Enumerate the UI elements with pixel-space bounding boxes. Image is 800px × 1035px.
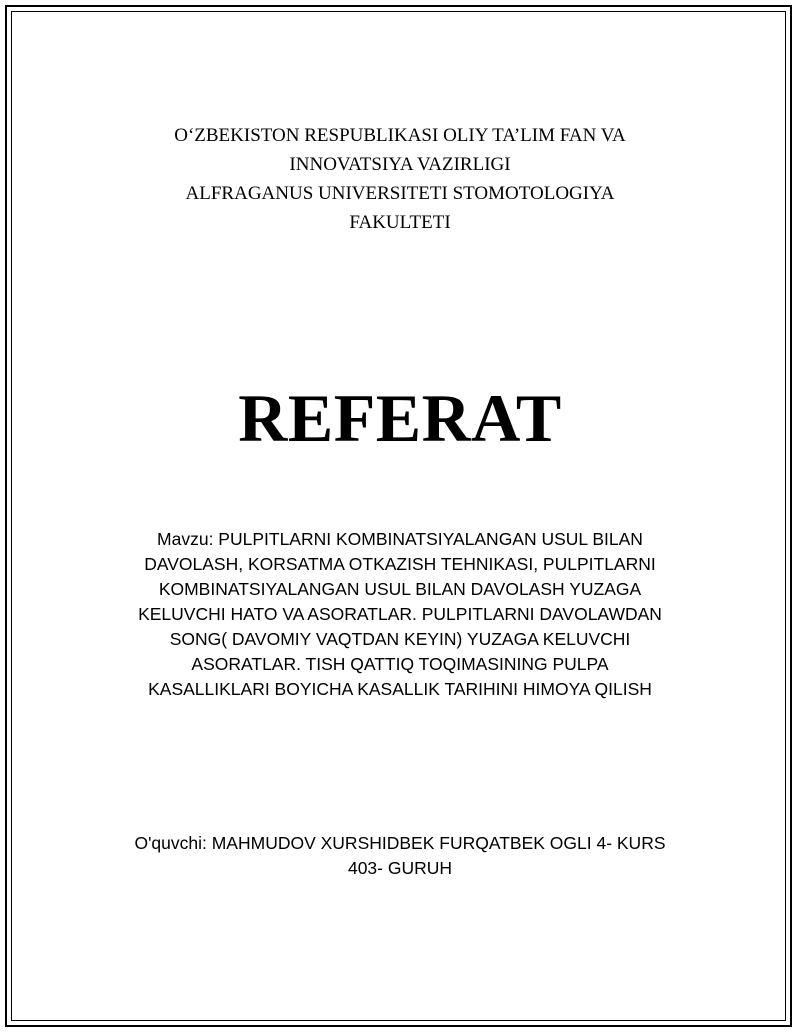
institution-header [0, 121, 800, 237]
header-line: FAKULTETI [349, 212, 451, 233]
student-info [80, 831, 720, 881]
document-title: REFERAT [238, 380, 562, 456]
topic-line: Mavzu: PULPITLARNI KOMBINATSIYALANGAN USUL BILAN [157, 529, 643, 549]
topic-line: KELUVCHI HATO VA ASORATLAR. PULPITLARNI DAVOLAWDAN [138, 604, 662, 624]
header-line: ALFRAGANUS UNIVERSITETI STOMOTOLOGIYA [185, 183, 615, 204]
topic-line: SONG( DAVOMIY VAQTDAN KEYIN) YUZAGA KELUVCHI [169, 629, 631, 649]
student-line: O'quvchi: MAHMUDOV XURSHIDBEK FURQATBEK OGLI 4- KURS [134, 833, 666, 853]
header-line: INNOVATSIYA VAZIRLIGI [289, 154, 511, 175]
topic-block [100, 527, 700, 702]
topic-line: KASALLIKLARI BOYICHA KASALLIK TARIHINI HIMOYA QILISH [148, 679, 652, 699]
student-line: 403- GURUH [347, 858, 453, 878]
topic-line: KOMBINATSIYALANGAN USUL BILAN DAVOLASH YUZAGA [158, 579, 642, 599]
header-line: O‘ZBEKISTON RESPUBLIKASI OLIY TA’LIM FAN VA [174, 125, 626, 146]
topic-line: ASORATLAR. TISH QATTIQ TOQIMASINING PULPA [191, 654, 609, 674]
topic-line: DAVOLASH, KORSATMA OTKAZISH TEHNIKASI, PULPITLARNI [144, 554, 656, 574]
